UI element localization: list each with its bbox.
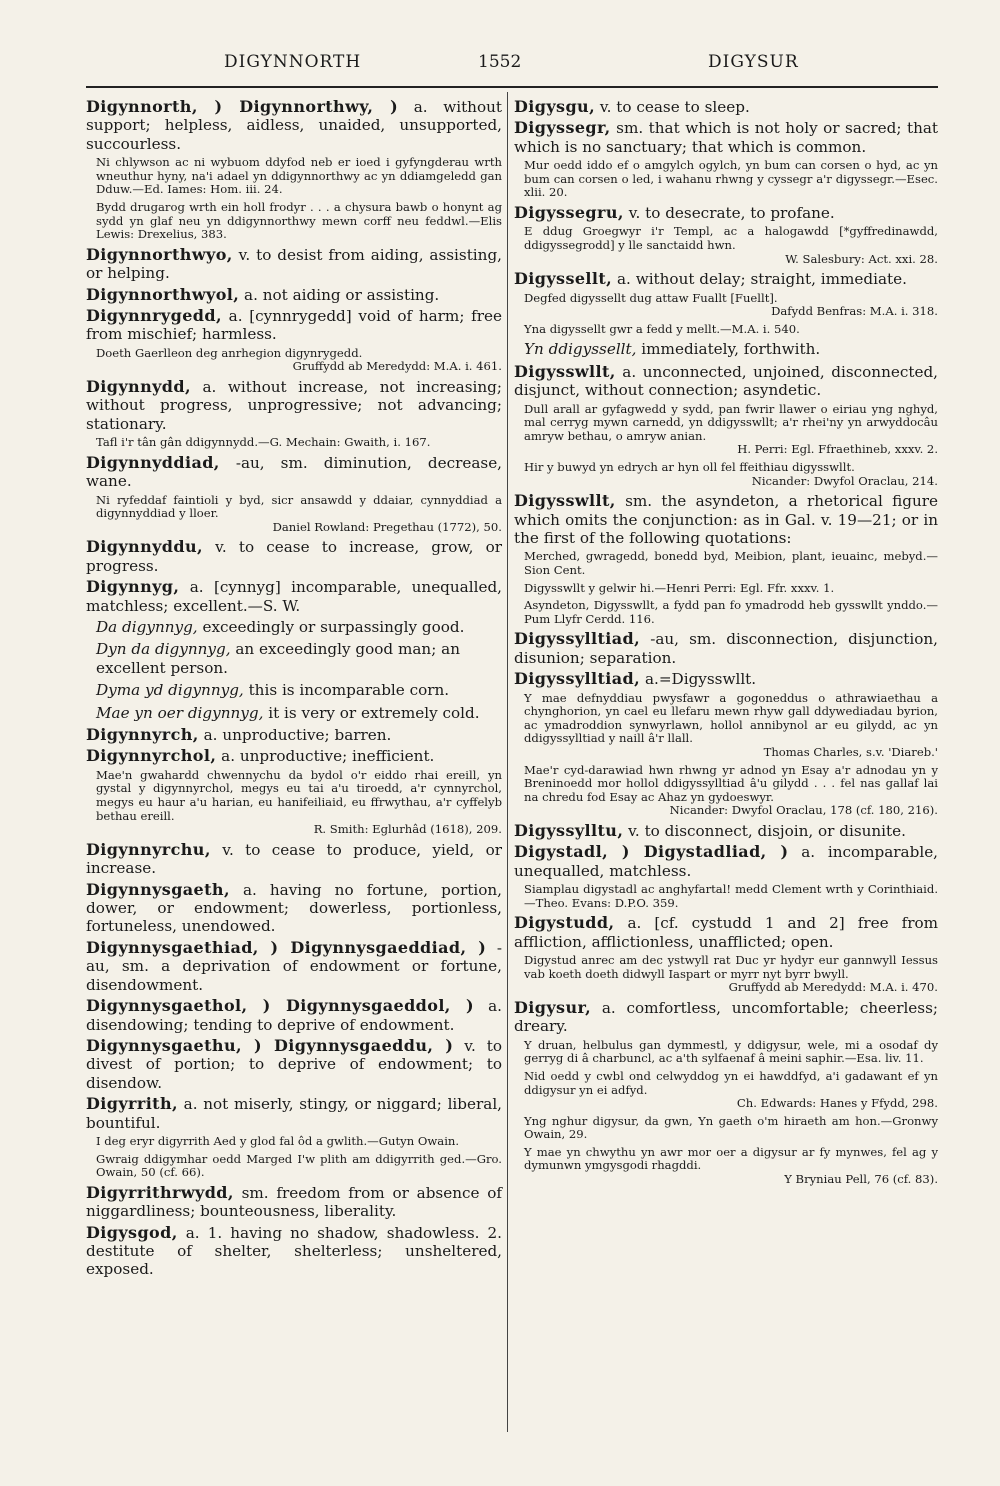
citation-quote <box>514 1146 938 1187</box>
quote-text: Degfed digyssellt dug attaw Fuallt [Fuellt]. <box>524 290 778 305</box>
definition: a. incomparable, unequalled, matchless. <box>514 843 939 880</box>
headword: Digysur, <box>514 997 592 1017</box>
dictionary-entry <box>86 98 502 153</box>
definition: a. having no fortune, portion, dower, or endowment; dowerless, portionless, fortuneless, unendowed. <box>86 880 502 936</box>
definition: v. to divest of portion; to deprive of endowment; to disendow. <box>86 1036 503 1092</box>
dictionary-entry <box>86 378 502 433</box>
dictionary-entry <box>86 939 502 994</box>
citation-quote <box>514 550 938 577</box>
quote-text: Doeth Gaerlleon deg anrhegion digynrygedd. <box>96 345 363 360</box>
headword: Digynnyrchu, <box>86 839 211 859</box>
headword: Digynnyrch, <box>86 725 199 745</box>
citation-quote <box>514 403 938 457</box>
quote-source: Y Bryniau Pell, 76 (cf. 83). <box>784 1172 938 1187</box>
citation-quote <box>514 599 938 626</box>
dictionary-entry <box>514 363 938 400</box>
headword: Digysswllt, <box>514 491 616 511</box>
quote-text: Gwraig ddigymhar oedd Marged I'w plith am ddigyrrith ged.—Gro. Owain, 50 (cf. 66). <box>96 1151 502 1180</box>
dictionary-entry <box>514 119 938 156</box>
usage-phrase <box>514 340 938 358</box>
citation-quote <box>86 436 502 450</box>
dictionary-entry <box>86 538 502 575</box>
citation-quote <box>86 769 502 837</box>
usage-phrase <box>86 618 502 636</box>
definition: v. to cease to produce, yield, or increase. <box>86 840 502 878</box>
headword: Digyssylltiad, <box>514 629 641 649</box>
citation-quote <box>86 1135 502 1149</box>
definition: a. [cynnyg] incomparable, unequalled, matchless; excellent.—S. W. <box>86 578 502 615</box>
definition: a.=Digysswllt. <box>644 670 757 689</box>
dictionary-entry <box>86 307 502 344</box>
citation-quote <box>86 201 502 242</box>
headword: Digynnysgaethiad, ) Digynnysgaeddiad, ) <box>86 937 487 957</box>
left-column <box>86 98 502 1282</box>
definition: -au, sm. diminution, decrease, wane. <box>86 453 503 491</box>
citation-quote <box>86 347 502 374</box>
headword: Digynnyddu, <box>86 537 203 557</box>
header-rule <box>86 86 938 88</box>
definition: v. to desecrate, to profane. <box>628 204 835 222</box>
headword: Digysgod, <box>86 1222 178 1242</box>
phrase-gloss: an exceedingly good man; an excellent person. <box>96 640 460 677</box>
citation-quote <box>514 1039 938 1066</box>
headword: Digyssylltiad, <box>514 669 641 689</box>
citation-quote <box>514 461 938 488</box>
definition: a. without support; helpless, aidless, unaided, unsupported, succourless. <box>86 98 502 153</box>
header-right-guideword: DIGYSUR <box>708 52 799 72</box>
definition: -au, sm. disconnection, disjunction, disunion; separation. <box>514 630 938 667</box>
dictionary-entry <box>86 1037 502 1092</box>
quote-source: H. Perri: Egl. Ffraethineb, xxxv. 2. <box>737 442 938 457</box>
quote-text: Ni ryfeddaf faintioli y byd, sicr ansawdd y ddaiar, cynnyddiad a digynnyddiad y lloer. <box>96 492 502 521</box>
quote-text: Mae'r cyd-darawiad hwn rhwng yr adnod yn Esay a'r adnodau yn y Breninoedd mor hollol ddigyssylltiad â'u gilydd . . . fel nas gallaf lai na chredu fod Esay ac Ahaz yn gydoeswyr. <box>524 762 938 804</box>
page-number: 1552 <box>478 52 522 72</box>
phrase-welsh: Da digynnyg, <box>96 618 198 637</box>
right-column <box>514 98 938 1191</box>
citation-quote <box>514 225 938 266</box>
quote-text: Y druan, helbulus gan dymmestl, y ddigysur, wele, mi a osodaf dy gerryg di â charbuncl, ac a'th sylfaenaf â meini saphir.—Esa. liv. 11. <box>524 1037 938 1066</box>
dictionary-entry <box>514 670 938 688</box>
dictionary-entry <box>514 204 938 222</box>
definition: a. not aiding or assisting. <box>244 285 440 304</box>
citation-quote <box>86 1153 502 1180</box>
quote-source: R. Smith: Eglurhâd (1618), 209. <box>313 822 502 837</box>
headword: Digyssegru, <box>514 203 624 222</box>
dictionary-entry <box>86 1224 502 1279</box>
headword: Digystudd, <box>514 913 615 933</box>
citation-quote <box>514 954 938 995</box>
dictionary-entry <box>514 999 938 1036</box>
headword: Digystadl, ) Digystadliad, ) <box>514 842 789 862</box>
definition: a. comfortless, uncomfortable; cheerless; dreary. <box>514 998 938 1036</box>
dictionary-entry <box>514 843 938 880</box>
phrase-welsh: Mae yn oer digynnyg, <box>96 703 264 722</box>
quote-source: Gruffydd ab Meredydd: M.A. i. 461. <box>292 359 502 374</box>
usage-phrase <box>86 640 502 677</box>
headword: Digynnyddiad, <box>86 452 220 472</box>
quote-text: Siamplau digystadl ac anghyfartal! medd Clement wrth y Corinthiaid.—Theo. Evans: D.P.O. 359. <box>524 882 938 910</box>
phrase-gloss: immediately, forthwith. <box>641 340 821 359</box>
definition: v. to cease to increase, grow, or progress. <box>86 538 502 575</box>
quote-source: Dafydd Benfras: M.A. i. 318. <box>771 304 938 319</box>
header-left-guideword: DIGYNNORTH <box>224 52 362 72</box>
citation-quote <box>514 292 938 319</box>
citation-quote <box>86 494 502 535</box>
citation-quote <box>514 883 938 910</box>
citation-quote <box>514 764 938 818</box>
dictionary-entry <box>86 246 502 283</box>
quote-text: Y mae defnyddiau pwysfawr a gogoneddus o athrawiaethau a chynghorion, yn cael eu llefaru mewn rhyw gall ddywediadau byrion, ac ymadroddion synwyrlawn, hollol annibynol ar eu gilydd, ac yn ddigyssylltiad y naill â'r llall. <box>524 690 938 746</box>
quote-text: Hir y buwyd yn edrych ar hyn oll fel ffeithiau digysswllt. <box>524 459 855 474</box>
quote-text: Yna digyssellt gwr a fedd y mellt.—M.A. i. 540. <box>524 321 800 336</box>
headword: Digyrrith, <box>86 1094 178 1114</box>
usage-phrase <box>86 704 502 722</box>
definition: sm. that which is not holy or sacred; that which is no sanctuary; that which is common. <box>514 119 939 156</box>
citation-quote <box>514 582 938 596</box>
citation-quote <box>86 156 502 197</box>
phrase-welsh: Dyma yd digynnyg, <box>96 681 244 700</box>
headword: Digyssylltu, <box>514 820 624 840</box>
quote-source: Nicander: Dwyfol Oraclau, 214. <box>751 473 938 488</box>
definition: v. to cease to sleep. <box>599 98 750 116</box>
dictionary-entry <box>514 630 938 667</box>
definition: sm. freedom from or absence of niggardliness; bounteousness, liberality. <box>86 1183 502 1221</box>
dictionary-entry <box>514 270 938 288</box>
quote-text: Dull arall ar gyfagwedd y sydd, pan fwrir llawer o eiriau yng nghyd, mal cerryg mywn carnedd, yn ddigysswllt; a'r rhei'ny yn arwyddocâu amryw bethau, o amryw anian. <box>524 401 938 443</box>
definition: a. disendowing; tending to deprive of endowment. <box>86 997 502 1034</box>
dictionary-entry <box>86 881 502 936</box>
headword: Digyssegr, <box>514 118 611 138</box>
quote-text: Ni chlywson ac ni wybuom ddyfod neb er ioed i gyfyngderau wrth wneuthur hyny, na'i adael yn ddigynnorthwy ac yn ddiamgeledd gan Dduw.—Ed. Iames: Hom. iii. 24. <box>96 155 502 197</box>
definition: a. unconnected, unjoined, disconnected, disjunct, without connection; asyndetic. <box>514 362 939 400</box>
definition: a. 1. having no shadow, shadowless. 2. destitute of shelter, shelterless; unsheltered, exposed. <box>86 1223 503 1279</box>
citation-quote <box>514 1115 938 1142</box>
definition: sm. the asyndeton, a rhetorical figure which omits the conjunction: as in Gal. v. 19—21; or in the first of the following quotations: <box>514 492 939 547</box>
dictionary-entry <box>86 454 502 491</box>
headword: Digynnorthwyo, <box>86 244 233 264</box>
definition: a. not miserly, stingy, or niggard; liberal, bountiful. <box>86 1095 503 1132</box>
dictionary-entry <box>86 1184 502 1221</box>
quote-source: Gruffydd ab Meredydd: M.A. i. 470. <box>728 980 938 995</box>
dictionary-entry <box>86 1095 502 1132</box>
phrase-welsh: Yn ddigyssellt, <box>524 340 637 359</box>
phrase-gloss: exceedingly or surpassingly good. <box>202 618 465 637</box>
headword: Digysswllt, <box>514 361 616 381</box>
dictionary-entry <box>514 98 938 116</box>
quote-text: Y mae yn chwythu yn awr mor oer a digysur ar fy mynwes, fel ag y dymunwn ymgysgodi rhagddi. <box>524 1144 938 1173</box>
column-divider <box>507 92 508 1432</box>
quote-text: E ddug Groegwyr i'r Templ, ac a halogawdd [*gyffredinawdd, ddigyssegrodd] y lle sanctaidd hwn. <box>524 224 938 252</box>
dictionary-entry <box>86 726 502 744</box>
headword: Digyrrithrwydd, <box>86 1182 234 1202</box>
phrase-gloss: it is very or extremely cold. <box>268 703 480 722</box>
dictionary-entry <box>514 822 938 840</box>
definition: -au, sm. a deprivation of endowment or fortune, disendowment. <box>86 938 502 994</box>
quote-source: Thomas Charles, s.v. 'Diareb.' <box>763 744 938 759</box>
headword: Digynnysgaethu, ) Digynnysgaeddu, ) <box>86 1035 454 1055</box>
citation-quote <box>514 1070 938 1111</box>
headword: Digynnyrchol, <box>86 746 217 766</box>
definition: a. unproductive; inefficient. <box>221 747 435 766</box>
quote-text: Tafl i'r tân gân ddigynnydd.—G. Mechain: Gwaith, i. 167. <box>96 435 431 450</box>
quote-source: Daniel Rowland: Pregethau (1772), 50. <box>272 519 502 534</box>
quote-text: Bydd drugarog wrth ein holl frodyr . . . a chysura bawb o honynt ag sydd yn glaf neu yn ddigynnorthwy mewn corff neu feddwl.—Elis Lewis: Drexelius, 383. <box>96 200 502 242</box>
phrase-gloss: this is incomparable corn. <box>248 681 450 700</box>
definition: a. without delay; straight, immediate. <box>616 270 907 289</box>
dictionary-entry <box>514 914 938 951</box>
quote-source: W. Salesbury: Act. xxi. 28. <box>785 251 938 266</box>
headword: Digynnrygedd, <box>86 306 222 325</box>
citation-quote <box>514 159 938 200</box>
quote-source: Nicander: Dwyfol Oraclau, 178 (cf. 180, 216). <box>669 803 938 818</box>
headword: Digynnysgaethol, ) Digynnysgaeddol, ) <box>86 996 474 1016</box>
quote-text: I deg eryr digyrrith Aed y glod fal ôd a gwlith.—Gutyn Owain. <box>96 1133 460 1148</box>
headword: Digysgu, <box>514 97 596 116</box>
headword: Digynnorthwyol, <box>86 284 240 304</box>
quote-text: Digystud anrec am dec ystwyll rat Duc yr hydyr eur gannwyll Iessus vab koeth doeth didwyll Iaspart or myrr nyt byrr bwyll. <box>524 953 938 981</box>
quote-text: Yng nghur digysur, da gwn, Yn gaeth o'm hiraeth am hon.—Gronwy Owain, 29. <box>524 1113 938 1142</box>
quote-text: Mae'n gwahardd chwennychu da bydol o'r eiddo rhai ereill, yn gystal y digynnyrchol, megys eu tai a'u tiroedd, a'r cynnyrchol, megys eu haur a'u harian, eu hanifeiliaid, eu ffrwythau, a'r cyffelyb bethau ereill. <box>96 767 502 823</box>
dictionary-entry <box>86 747 502 765</box>
usage-phrase <box>86 681 502 699</box>
phrase-welsh: Dyn da digynnyg, <box>96 640 231 659</box>
definition: a. unproductive; barren. <box>203 726 392 745</box>
headword: Digynnydd, <box>86 377 191 396</box>
quote-text: Asyndeton, Digysswllt, a fydd pan fo ymadrodd heb gysswllt ynddo.—Pum Llyfr Cerdd. 116. <box>524 598 938 626</box>
page-header <box>80 52 938 78</box>
definition: a. [cynnrygedd] void of harm; free from mischief; harmless. <box>86 307 502 344</box>
quote-text: Nid oedd y cwbl ond celwyddog yn ei hawddfyd, a'i gadawant ef yn ddigysur yn ei adfyd. <box>524 1068 938 1097</box>
headword: Digynnysgaeth, <box>86 879 230 899</box>
quote-source: Ch. Edwards: Hanes y Ffydd, 298. <box>736 1096 938 1111</box>
headword: Digyssellt, <box>514 269 613 289</box>
definition: v. to disconnect, disjoin, or disunite. <box>628 821 906 840</box>
dictionary-entry <box>514 492 938 547</box>
quote-text: Mur oedd iddo ef o amgylch ogylch, yn bum can corsen o hyd, ac yn bum can corsen o led, i wahanu rhwng y cyssegr a'r digyssegr.—Esec. xlii. 20. <box>524 158 938 200</box>
dictionary-entry <box>86 286 502 304</box>
citation-quote <box>514 692 938 760</box>
definition: v. to desist from aiding, assisting, or helping. <box>86 245 502 283</box>
headword: Digynnyg, <box>86 577 180 597</box>
dictionary-entry <box>86 841 502 878</box>
dictionary-entry <box>86 578 502 615</box>
citation-quote <box>514 323 938 337</box>
headword: Digynnorth, ) Digynnorthwy, ) <box>86 97 399 116</box>
dictionary-entry <box>86 997 502 1034</box>
quote-text: Digysswllt y gelwir hi.—Henri Perri: Egl. Ffr. xxxv. 1. <box>524 580 835 595</box>
definition: a. [cf. cystudd 1 and 2] free from affliction, afflictionless, unafflicted; open. <box>514 914 938 951</box>
definition: a. without increase, not increasing; without progress, unprogressive; not advancing; stationary. <box>86 378 502 433</box>
quote-text: Merched, gwragedd, bonedd byd, Meibion, plant, ieuainc, mebyd.—Sion Cent. <box>524 549 938 577</box>
